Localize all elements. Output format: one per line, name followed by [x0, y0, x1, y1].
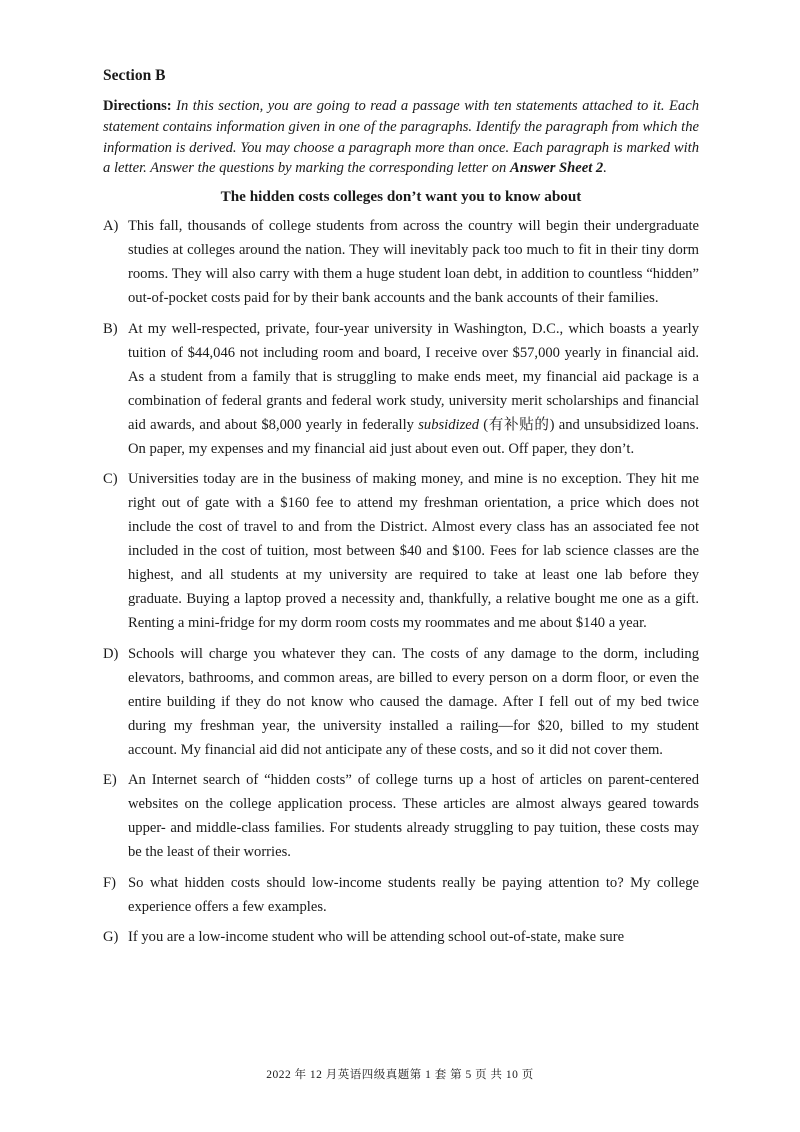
paragraph-text-post: (有补贴的) and unsubsidized loans. On paper, my expenses and my financial aid just about even out. Off paper, they don’t.: [128, 416, 699, 457]
paragraph-text: So what hidden costs should low-income students really be paying attention to? My college experience offers a few examples.: [128, 874, 699, 915]
paragraph-letter: D): [103, 645, 119, 662]
section-heading: Section B: [103, 67, 166, 84]
paragraph-letter: G): [103, 929, 119, 946]
paragraph-text: If you are a low-income student who will be attending school out-of-state, make sure: [128, 929, 625, 946]
passage-title: The hidden costs colleges don’t want you to know about: [220, 188, 582, 206]
paragraph-text: Universities today are in the business of making money, and mine is no exception. They hit me right out of gate with a $160 fee to attend my freshman orientation, a price which does not include the cost of travel to and from the District. Almost every class has an associated fee not included in the cost of tuition, most between $40 and $100. Fees for lab science classes are the highest, and all students at my university are required to take at least one lab before they graduate. Buying a laptop proved a necessity and, thankfully, a relative bought me one as a gift. Renting a mini-fridge for my dorm room costs my roommates and me about $140 a year.: [128, 471, 699, 632]
directions-body: In this section, you are going to read a passage with ten statements attached to it. Each statement contains information given in one of the paragraphs. Identify the paragraph from which the information is derived. You may choose a paragraph more than once. Each paragraph is marked with a letter. Answer the questions by marking the corresponding letter on: [103, 98, 699, 177]
page-footer: 2022 年 12 月英语四级真题第 1 套 第 5 页 共 10 页: [266, 1069, 534, 1081]
directions-label: Directions:: [103, 98, 172, 114]
answer-sheet-ref: Answer Sheet 2: [509, 160, 604, 177]
paragraph-text: This fall, thousands of college students from across the country will begin their undergraduate studies at colleges around the nation. They will inevitably pack too much to fit in their tiny dorm rooms. They will also carry with them a huge student loan debt, in addition to countless “hidden” out-of-pocket costs paid for by their bank accounts and the bank accounts of their families.: [128, 218, 699, 307]
paragraph-letter: A): [103, 218, 119, 235]
paragraph-e: [103, 768, 699, 864]
paragraph-text: Schools will charge you whatever they can. The costs of any damage to the dorm, including elevators, bathrooms, and common areas, are billed to every person on a dorm floor, or even the entire building if they do not know who caused the damage. After I fell out of my bed twice during my freshman year, the university installed a railing—for $20, billed to my student account. My financial aid did not anticipate any of these costs, and so it did not cover them.: [128, 645, 699, 758]
paragraph-f: [103, 871, 699, 919]
paragraph-term: subsidized: [418, 416, 480, 433]
paragraph-letter: B): [103, 320, 118, 337]
paragraph-a: [103, 214, 699, 310]
document-page: [103, 66, 699, 956]
directions-end: .: [603, 160, 607, 177]
paragraph-letter: C): [103, 471, 118, 488]
paragraph-text-pre: At my well-respected, private, four-year university in Washington, D.C., which boasts a yearly tuition of $44,046 not including room and board, I receive over $57,000 yearly in financial aid. As a student from a family that is struggling to make ends meet, my financial aid package is a combination of federal grants and federal work study, university merit scholarships and financial aid awards, and about $8,000 yearly in federally: [128, 320, 699, 433]
directions: [103, 96, 699, 179]
paragraph-text: An Internet search of “hidden costs” of college turns up a host of articles on parent-centered websites on the college application process. These articles are almost always geared towards upper- and middle-class families. For students already struggling to pay tuition, these costs may be the least of their worries.: [128, 772, 699, 861]
paragraph-letter: E): [103, 772, 117, 789]
paragraph-b: [103, 317, 699, 461]
paragraph-letter: F): [103, 874, 116, 891]
paragraph-text: [128, 317, 699, 461]
paragraph-g: [103, 925, 699, 949]
paragraph-d: [103, 642, 699, 762]
paragraph-c: [103, 467, 699, 635]
